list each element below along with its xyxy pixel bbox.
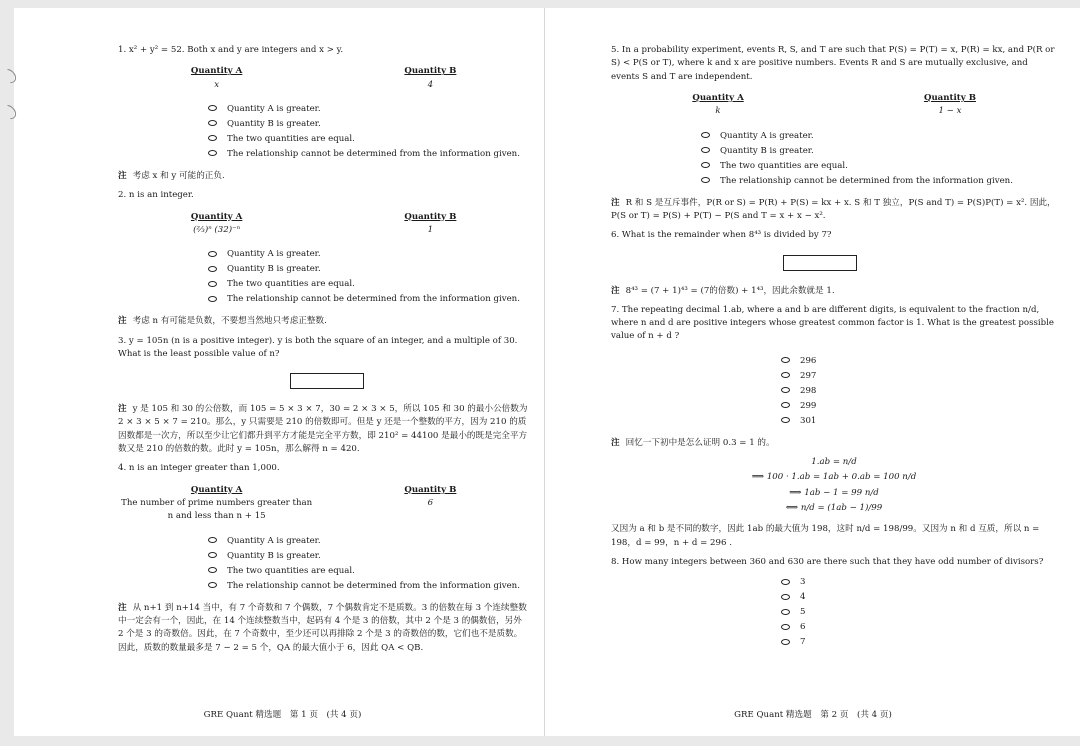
radio-icon[interactable] — [208, 296, 217, 302]
option[interactable]: 7 — [781, 635, 1057, 650]
radio-icon[interactable] — [208, 150, 217, 156]
question-5: 5. In a probability experiment, events R, S, and T are such that P(S) = P(T) = x, P(R) = kx, and P(R or S) < P(S or T), where k and x are positive numbers. Events R and S are mutually exclusive, and events S and T are independent. — [611, 45, 1055, 82]
option[interactable]: 6 — [781, 620, 1057, 635]
options-2 — [118, 247, 529, 307]
math-step: ⟹ 100 · 1.ab = 1ab + 0.ab = 100 n/d — [751, 472, 917, 483]
radio-icon[interactable] — [208, 120, 217, 126]
radio-icon[interactable] — [208, 582, 217, 588]
question-2: 2. n is an integer. — [118, 190, 194, 201]
options-7 — [611, 354, 1057, 429]
radio-icon[interactable] — [781, 594, 790, 600]
note-6: 注 8⁴³ = (7 + 1)⁴³ = (7的倍数) + 1⁴³，因此余数就是 1. — [611, 285, 835, 296]
radio-icon[interactable] — [781, 372, 790, 378]
radio-icon[interactable] — [208, 567, 217, 573]
option[interactable]: 5 — [781, 605, 1057, 620]
options-1 — [118, 102, 529, 162]
note-2: 注 考虑 n 有可能是负数，不要想当然地只考虑正整数. — [118, 316, 327, 327]
page-footer: GRE Quant 精选题 第 1 页 (共 4 页) — [203, 709, 362, 720]
quantity-table-5 — [611, 92, 1057, 119]
radio-icon[interactable] — [781, 579, 790, 585]
options-5 — [611, 129, 1057, 189]
note-3: 注 y 是 105 和 30 的公倍数，而 105 = 5 × 3 × 7，30 = 2 × 3 × 5，所以 105 和 30 的最小公倍数为 2 × 3 × 5 × 7 = 210。那么，y 只需要是 210 的倍数即可。但是 y 还是一个整数的平方，因为 210 的质因数都是一次方，所以至少让它们都升到平方才能是完全平方数，即 210² = 44100 是最小的既是完全平方数又是 210 的倍数的数。此时 y = 105n，那么解得 n = 420. — [118, 404, 528, 455]
radio-icon[interactable] — [781, 624, 790, 630]
option[interactable]: Quantity B is greater. — [208, 117, 529, 132]
option[interactable]: The two quantities are equal. — [208, 277, 529, 292]
option[interactable]: 297 — [781, 369, 1057, 384]
radio-icon[interactable] — [781, 417, 790, 423]
note-7b: 又因为 a 和 b 是不同的数字，因此 1ab 的最大值为 198，这时 n/d = 198/99。又因为 n 和 d 互质，所以 n = 198，d = 99，n + d = 296 . — [611, 524, 1040, 548]
option[interactable]: 4 — [781, 590, 1057, 605]
option[interactable]: The two quantities are equal. — [208, 132, 529, 147]
radio-icon[interactable] — [208, 552, 217, 558]
option[interactable]: 296 — [781, 354, 1057, 369]
question-8: 8. How many integers between 360 and 630 are there such that they have odd number of divisors? — [611, 556, 1044, 567]
option[interactable]: Quantity A is greater. — [208, 102, 529, 117]
question-1: 1. x² + y² = 52. Both x and y are integers and x > y. — [118, 45, 344, 55]
option[interactable]: The two quantities are equal. — [208, 564, 529, 579]
radio-icon[interactable] — [208, 281, 217, 287]
quantity-a: Quantity A The number of prime numbers greater than n and less than n + 15 — [121, 484, 313, 522]
note-1: 注 考虑 x 和 y 可能的正负. — [118, 170, 225, 181]
option[interactable]: Quantity A is greater. — [208, 534, 529, 549]
answer-box[interactable] — [783, 255, 857, 271]
option[interactable]: 3 — [781, 575, 1057, 590]
radio-icon[interactable] — [781, 387, 790, 393]
quantity-table-2 — [118, 211, 529, 238]
options-4 — [118, 534, 529, 594]
question-6: 6. What is the remainder when 8⁴³ is divided by 7? — [611, 230, 832, 241]
radio-icon[interactable] — [208, 266, 217, 272]
note-7: 注 回忆一下初中是怎么证明 0.3 = 1 的。 — [611, 437, 775, 448]
option[interactable]: 301 — [781, 414, 1057, 429]
radio-icon[interactable] — [701, 132, 710, 138]
option[interactable]: 298 — [781, 384, 1057, 399]
radio-icon[interactable] — [781, 639, 790, 645]
radio-icon[interactable] — [208, 135, 217, 141]
question-4: 4. n is an integer greater than 1,000. — [118, 463, 280, 474]
math-step: ⟹ 1ab − 1 = 99 n/d — [789, 487, 879, 498]
option[interactable]: The relationship cannot be determined from the information given. — [208, 579, 529, 594]
radio-icon[interactable] — [701, 147, 710, 153]
math-step: ⟺ n/d = (1ab − 1)/99 — [785, 503, 883, 513]
option[interactable]: The two quantities are equal. — [701, 159, 1057, 174]
option[interactable]: Quantity A is greater. — [701, 129, 1057, 144]
page-2 — [544, 8, 1080, 736]
page-1 — [14, 8, 551, 736]
option[interactable]: The relationship cannot be determined from the information given. — [208, 292, 529, 307]
quantity-table-1 — [118, 65, 529, 92]
radio-icon[interactable] — [208, 537, 217, 543]
radio-icon[interactable] — [701, 177, 710, 183]
option[interactable]: The relationship cannot be determined from the information given. — [208, 147, 529, 162]
radio-icon[interactable] — [701, 162, 710, 168]
page-footer: GRE Quant 精选题 第 2 页 (共 4 页) — [734, 709, 892, 720]
radio-icon[interactable] — [208, 105, 217, 111]
math-step: 1.ab = n/d — [811, 457, 857, 468]
quantity-a: Quantity A k — [692, 92, 744, 117]
question-7: 7. The repeating decimal 1.ab, where a and b are different digits, is equivalent to the fraction n/d, where n and d are positive integers whose greatest common factor is 1. What is the greatest possible value of n + d ? — [611, 304, 1054, 342]
note-5: 注 R 和 S 是互斥事件，P(R or S) = P(R) + P(S) = kx + x. S 和 T 独立，P(S and T) = P(S)P(T) = x². 因此，P(S or T) = P(S) + P(T) − P(S and T = x + x − x². — [611, 197, 1056, 221]
question-3: 3. y = 105n (n is a positive integer). y is both the square of an integer, and a multiple of 30. What is the least possible value of n? — [118, 335, 518, 359]
option[interactable]: Quantity B is greater. — [701, 144, 1057, 159]
quantity-b: Quantity B 6 — [404, 484, 457, 508]
quantity-b: Quantity B 1 — [404, 211, 457, 235]
quantity-table-4 — [118, 484, 529, 524]
radio-icon[interactable] — [208, 251, 217, 257]
quantity-b: Quantity B 4 — [404, 66, 457, 90]
option[interactable]: Quantity B is greater. — [208, 262, 529, 277]
quantity-a: Quantity A x — [190, 66, 243, 90]
option[interactable]: Quantity B is greater. — [208, 549, 529, 564]
options-8 — [611, 575, 1057, 650]
radio-icon[interactable] — [781, 402, 790, 408]
binder-ring — [0, 66, 19, 86]
binder-ring — [0, 102, 19, 122]
radio-icon[interactable] — [781, 609, 790, 615]
quantity-b: Quantity B 1 − x — [923, 92, 976, 117]
radio-icon[interactable] — [781, 357, 790, 363]
option[interactable]: Quantity A is greater. — [208, 247, 529, 262]
option[interactable]: The relationship cannot be determined from the information given. — [701, 174, 1057, 189]
note-4: 注 从 n+1 到 n+14 当中，有 7 个奇数和 7 个偶数，7 个偶数肯定不是质数。3 的倍数在每 3 个连续整数中一定会有一个，因此，在 14 个连续整数当中，起码有 4 个是 3 的倍数，其中 2 个是 3 的偶数倍，另外 2 个是 3 的奇数倍。因此，在 7 个奇数中，至少还可以再排除 2 个是 3 的奇数倍的数，它们也不是质数。因此，质数的数量最多是 7 − 2 = 5 个，QA 的最大值小于 6，因此 QA < QB. — [118, 602, 527, 653]
option[interactable]: 299 — [781, 399, 1057, 414]
answer-box[interactable] — [290, 373, 364, 389]
quantity-a: Quantity A (⅔)ⁿ (32)⁻ⁿ — [190, 211, 243, 235]
